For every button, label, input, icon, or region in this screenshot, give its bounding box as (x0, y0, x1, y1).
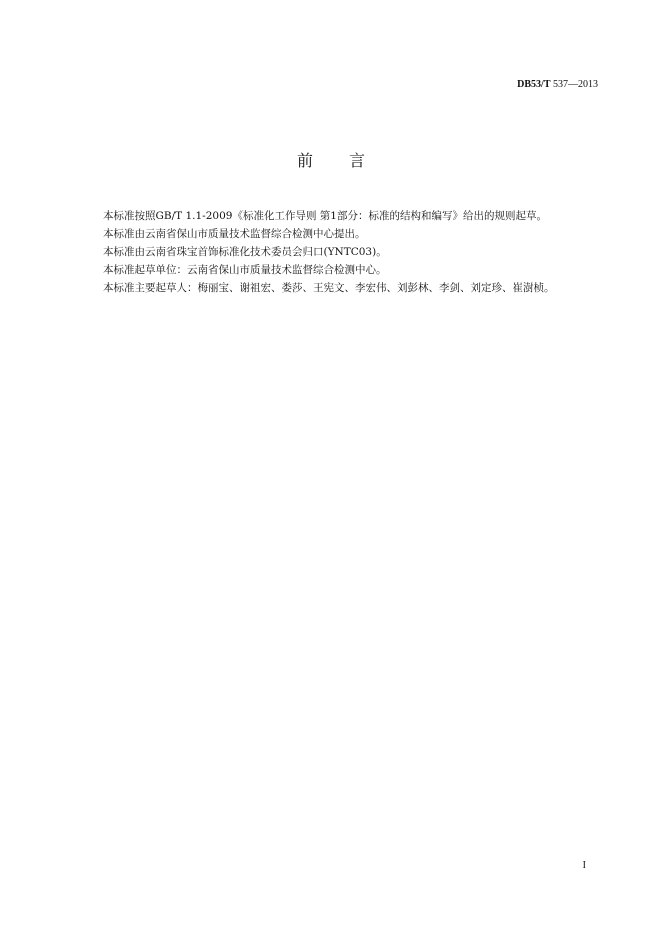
drafting-rules-paragraph: 本标准按照GB/T 1.1-2009《标准化工作导则 第1部分：标准的结构和编写》给出的规则起草。 (103, 210, 547, 222)
foreword-title (0, 151, 662, 171)
technical-committee-paragraph: 本标准由云南省珠宝首饰标准化技术委员会归口(YNTC03)。 (103, 246, 387, 258)
standard-code (517, 79, 598, 91)
title-first-character: 前 (296, 151, 313, 170)
proposing-organization-paragraph: 本标准由云南省保山市质量技术监督综合检测中心提出。 (103, 228, 366, 240)
foreword-body (103, 207, 613, 297)
page-number: I (582, 860, 586, 871)
drafting-unit-paragraph: 本标准起草单位：云南省保山市质量技术监督综合检测中心。 (103, 264, 387, 276)
standard-number: 537—2013 (553, 79, 598, 90)
standard-prefix: DB53/T (517, 79, 551, 90)
main-drafters-paragraph: 本标准主要起草人：梅丽宝、谢祖宏、娄莎、王宪文、李宏伟、刘彭林、李剑、刘定珍、崔澍桢。 (103, 282, 555, 294)
title-second-character: 言 (349, 151, 366, 170)
